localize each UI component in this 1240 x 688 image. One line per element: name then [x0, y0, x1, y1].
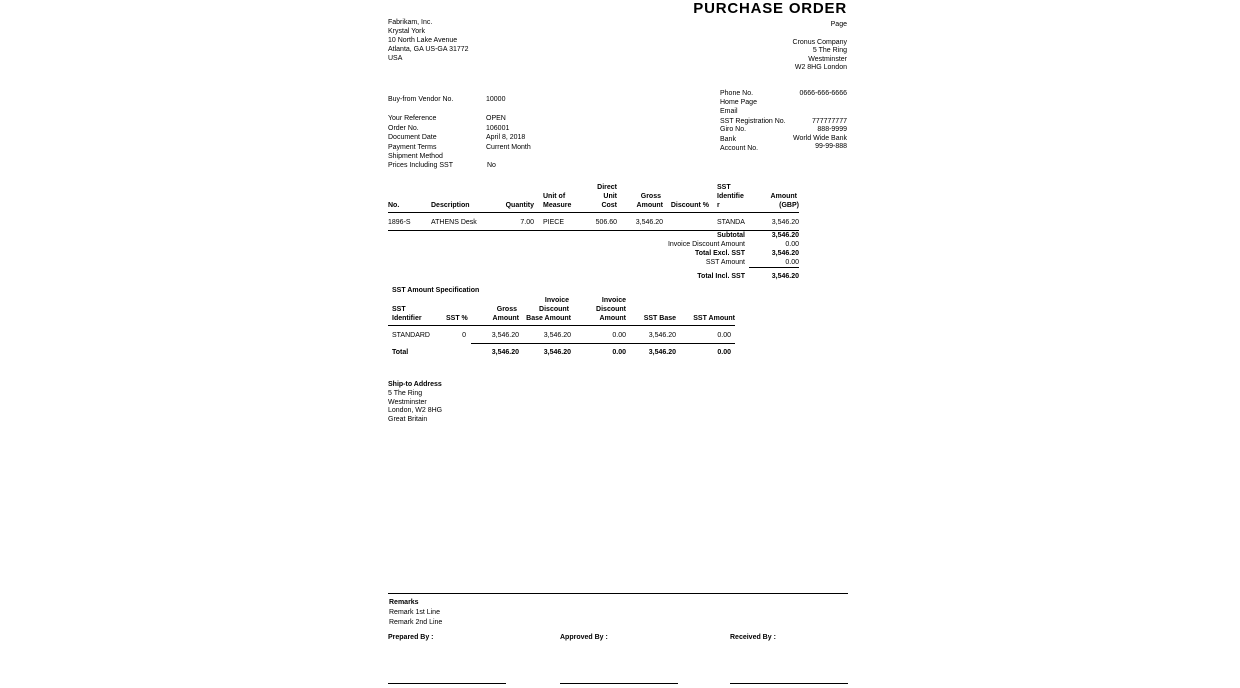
divider [749, 267, 799, 268]
ship-to-title: Ship-to Address [388, 381, 442, 388]
col-header-sst-identifier: Identifier [392, 315, 422, 322]
field-value: World Wide Bank [793, 135, 847, 142]
cell-sst-base: 3,546.20 [648, 349, 676, 356]
document-title: PURCHASE ORDER [693, 0, 847, 17]
col-header-inv-disc-amount: Amount [599, 315, 626, 322]
total-label: Subtotal [717, 232, 745, 239]
field-label: Giro No. [720, 126, 747, 133]
cell-sst-base: 3,546.20 [648, 332, 676, 339]
signature-label: Prepared By : [388, 634, 434, 641]
col-header-no: No. [388, 202, 400, 209]
col-header-sst-base: SST Base [643, 315, 676, 322]
vendor-address-line: Krystal York [388, 28, 425, 35]
signature-line [730, 683, 848, 684]
field-value: Current Month [486, 144, 531, 151]
field-value: No [487, 162, 496, 169]
cell-inv-disc-amount: 0.00 [612, 349, 626, 356]
cell-unit-cost: 506.60 [595, 219, 617, 226]
sst-spec-title: SST Amount Specification [392, 287, 480, 294]
cell-sst-id: STANDA [717, 219, 745, 226]
vendor-address-line: Atlanta, GA US-GA 31772 [388, 46, 469, 53]
sst-total-label: Total [392, 349, 409, 356]
col-header-description: Description [431, 202, 470, 209]
field-label: Account No. [720, 145, 759, 152]
col-header-unit-cost: Direct [597, 184, 617, 191]
cell-sst-identifier: STANDARD [392, 332, 430, 339]
divider [388, 593, 848, 594]
remarks-title: Remarks [389, 599, 419, 606]
field-label: Home Page [720, 99, 757, 106]
col-header-sst-amount: SST Amount [693, 315, 735, 322]
field-label: Document Date [388, 134, 437, 141]
col-header-sst-percent: SST % [446, 315, 468, 322]
cell-inv-disc-amount: 0.00 [612, 332, 626, 339]
field-value: 0666-666-6666 [799, 90, 847, 97]
cell-sst-amount: 0.00 [717, 332, 731, 339]
total-label: SST Amount [705, 259, 745, 266]
buy-from-value: 10000 [486, 96, 506, 103]
total-value: 0.00 [785, 259, 799, 266]
field-label: Phone No. [720, 90, 754, 97]
ship-to-line: Great Britain [388, 416, 428, 423]
col-header-quantity: Quantity [505, 202, 534, 209]
vendor-address-line: USA [388, 55, 403, 62]
field-label: Payment Terms [388, 144, 437, 151]
field-value: 777777777 [811, 118, 847, 125]
field-value: 888-9999 [817, 126, 847, 133]
field-label: Email [720, 108, 738, 115]
field-label: Prices Including SST [388, 162, 453, 169]
col-header-discount: Discount % [670, 202, 709, 209]
signature-label: Received By : [730, 634, 776, 641]
col-header-amount: (GBP) [779, 202, 799, 209]
ship-to-line: 5 The Ring [388, 390, 423, 397]
total-label: Invoice Discount Amount [667, 241, 745, 248]
company-address-line: 5 The Ring [812, 47, 847, 54]
cell-gross: 3,546.20 [491, 349, 519, 356]
col-header-gross: Amount [492, 315, 519, 322]
divider [388, 325, 735, 326]
col-header-inv-disc-base: Discount [539, 306, 569, 313]
field-label: Shipment Method [388, 153, 443, 160]
company-address-line: W2 8HG London [794, 64, 847, 71]
field-value: OPEN [486, 115, 506, 122]
total-value: 3,546.20 [771, 273, 799, 280]
field-label: Bank [720, 136, 736, 143]
total-value: 3,546.20 [771, 232, 799, 239]
cell-inv-disc-base: 3,546.20 [543, 349, 571, 356]
cell-gross: 3,546.20 [491, 332, 519, 339]
col-header-unit-cost: Unit [603, 193, 617, 200]
field-value: April 8, 2018 [486, 134, 526, 141]
ship-to-line: London, W2 8HG [388, 407, 443, 414]
cell-amount: 3,546.20 [771, 219, 799, 226]
col-header-inv-disc-amount: Invoice [601, 297, 626, 304]
divider [471, 343, 735, 344]
cell-inv-disc-base: 3,546.20 [543, 332, 571, 339]
col-header-inv-disc-base: Invoice [544, 297, 569, 304]
cell-sst-amount: 0.00 [717, 349, 731, 356]
col-header-amount: Amount [770, 193, 797, 200]
col-header-sst-id: Identifie [717, 193, 744, 200]
total-label: Total Incl. SST [697, 273, 745, 280]
company-address-line: Westminster [808, 56, 847, 63]
total-value: 3,546.20 [771, 250, 799, 257]
col-header-gross: Gross [496, 306, 517, 313]
company-address-line: Cronus Company [792, 39, 847, 46]
signature-label: Approved By : [560, 634, 608, 641]
field-value: 99-99-888 [815, 143, 847, 150]
col-header-inv-disc-amount: Discount [596, 306, 626, 313]
col-header-sst-identifier: SST [392, 306, 406, 313]
field-label: Your Reference [388, 115, 437, 122]
cell-no: 1896-S [388, 219, 411, 226]
cell-description: ATHENS Desk [431, 219, 477, 226]
buy-from-label: Buy-from Vendor No. [388, 96, 454, 103]
col-header-gross: Amount [636, 202, 663, 209]
col-header-uom: Unit of [543, 193, 566, 200]
field-label: SST Registration No. [720, 118, 786, 125]
col-header-uom: Measure [543, 202, 572, 209]
col-header-sst-id: SST [717, 184, 731, 191]
remark-line: Remark 2nd Line [389, 619, 443, 626]
cell-sst-percent: 0 [462, 332, 466, 339]
signature-line [388, 683, 506, 684]
cell-quantity: 7.00 [520, 219, 534, 226]
signature-line [560, 683, 678, 684]
field-value: 106001 [486, 125, 510, 132]
total-value: 0.00 [785, 241, 799, 248]
col-header-unit-cost: Cost [601, 202, 617, 209]
field-label: Order No. [388, 125, 419, 132]
page-label: Page [830, 21, 847, 28]
remark-line: Remark 1st Line [389, 609, 440, 616]
col-header-gross: Gross [640, 193, 661, 200]
divider [388, 212, 799, 213]
total-label: Total Excl. SST [694, 250, 745, 257]
cell-uom: PIECE [543, 219, 565, 226]
col-header-inv-disc-base: Base Amount [526, 315, 571, 322]
cell-gross: 3,546.20 [635, 219, 663, 226]
vendor-address-line: 10 North Lake Avenue [388, 37, 458, 44]
ship-to-line: Westminster [388, 399, 427, 406]
vendor-address-line: Fabrikam, Inc. [388, 19, 433, 26]
col-header-sst-id: r [717, 202, 720, 209]
